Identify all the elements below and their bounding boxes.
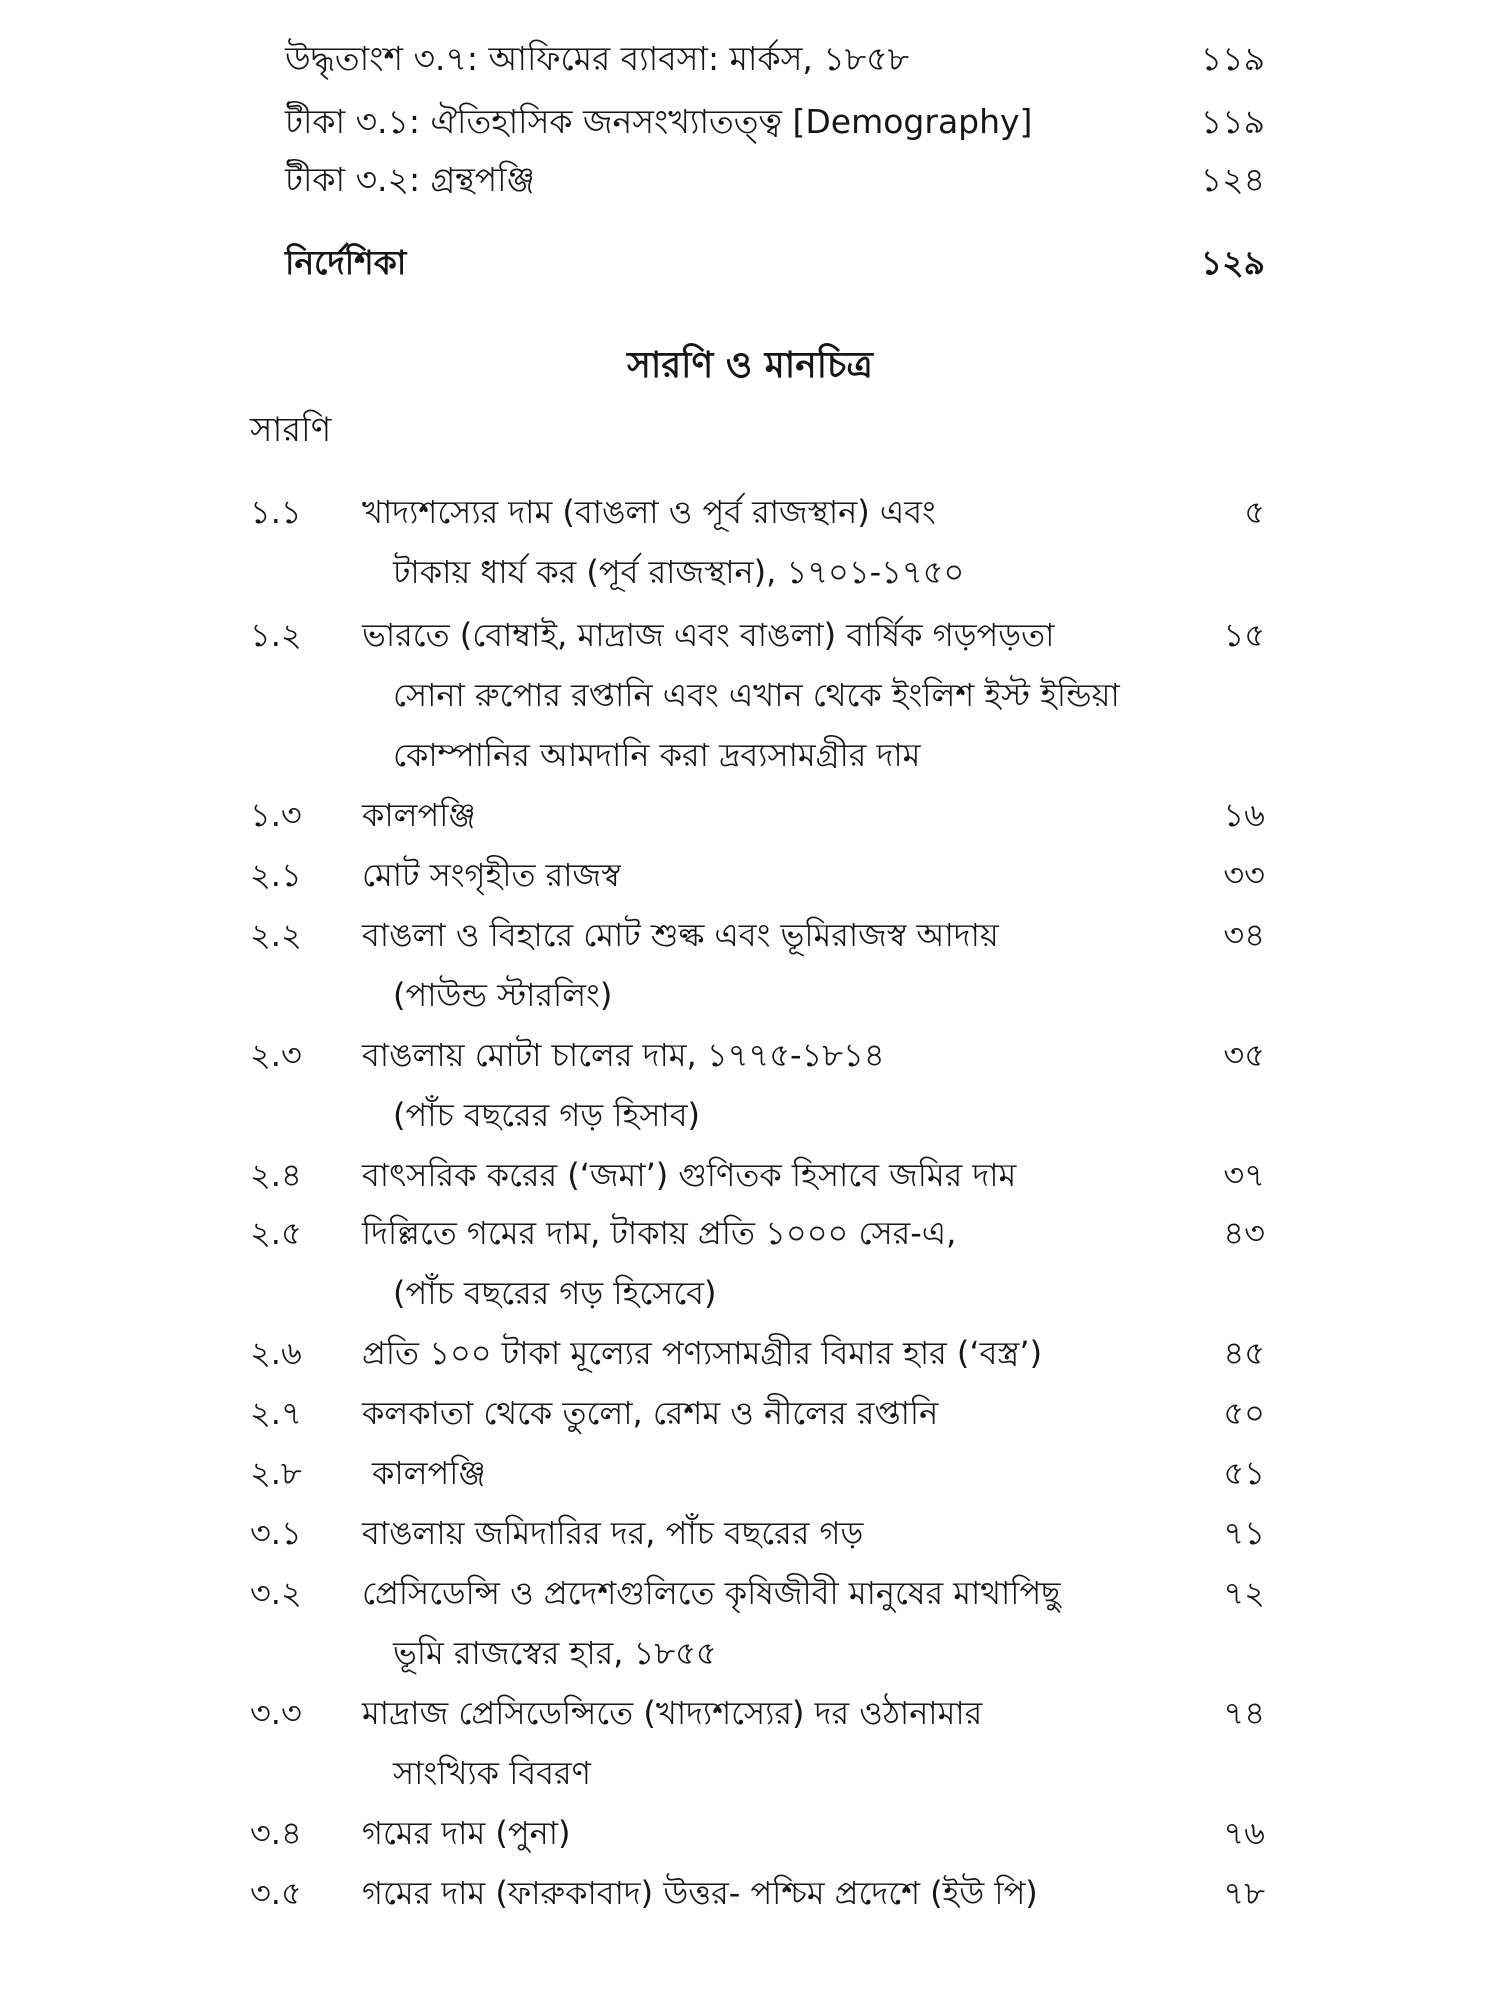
toc-page-number: ১১৯ xyxy=(1200,39,1265,78)
section-heading: সারণি ও মানচিত্র xyxy=(627,345,873,386)
table-number: ২.৬ xyxy=(250,1334,302,1372)
entry-page-number: ৭২ xyxy=(1223,1574,1265,1612)
toc-title: নির্দেশিকা xyxy=(285,243,407,282)
entry-page-number: ৩৭ xyxy=(1223,1156,1265,1194)
table-number: ১.২ xyxy=(250,616,302,654)
entry-line: সোনা রুপোর রপ্তানি এবং এখান থেকে ইংলিশ ইস্ট ইন্ডিয়া xyxy=(393,676,1120,714)
entry-page-number: ৩৫ xyxy=(1223,1036,1265,1074)
entry-line: কলকাতা থেকে তুলো, রেশম ও নীলের রপ্তানি xyxy=(362,1394,939,1432)
entry-line: মাদ্রাজ প্রেসিডেন্সিতে (খাদ্যশস্যের) দর ওঠানামার xyxy=(362,1694,983,1732)
entry-page-number: ১৬ xyxy=(1223,796,1265,834)
table-number: ২.৩ xyxy=(250,1036,302,1074)
entry-page-number: ৭৮ xyxy=(1223,1874,1265,1912)
entry-line: কোম্পানির আমদানি করা দ্রব্যসামগ্রীর দাম xyxy=(393,736,921,774)
entry-line: (পাঁচ বছরের গড় হিসাব) xyxy=(393,1096,701,1134)
table-number: ৩.১ xyxy=(250,1514,302,1552)
table-number: ৩.২ xyxy=(250,1574,302,1612)
entry-page-number: ৫০ xyxy=(1223,1394,1265,1432)
entry-line: গমের দাম (পুনা) xyxy=(362,1814,571,1852)
entry-page-number: ৩৩ xyxy=(1223,856,1265,894)
table-number: ২.৮ xyxy=(250,1454,302,1492)
table-number: ৩.৩ xyxy=(250,1694,302,1732)
entry-page-number: ৪৫ xyxy=(1223,1334,1265,1372)
entry-line: টাকায় ধার্য কর (পূর্ব রাজস্থান), ১৭০১-১৭৫০ xyxy=(393,553,965,591)
entry-page-number: ৭৪ xyxy=(1223,1694,1265,1732)
entry-page-number: ১৫ xyxy=(1223,616,1265,654)
entry-line: খাদ্যশস্যের দাম (বাঙলা ও পূর্ব রাজস্থান) এবং xyxy=(362,493,936,531)
entry-page-number: ৫১ xyxy=(1223,1454,1265,1492)
toc-row xyxy=(285,155,1265,205)
entry-page-number: ৭১ xyxy=(1223,1514,1265,1552)
sub-heading: সারণি xyxy=(250,410,332,450)
entry-line: সাংখ্যিক বিবরণ xyxy=(393,1754,591,1792)
toc-page-number: ১১৯ xyxy=(1200,102,1265,141)
table-number: ১.১ xyxy=(250,493,302,531)
entry-page-number: ৭৬ xyxy=(1223,1814,1265,1852)
entry-line: গমের দাম (ফারুকাবাদ) উত্তর- পশ্চিম প্রদেশে (ইউ পি) xyxy=(362,1874,1038,1912)
toc-page-number: ১২৯ xyxy=(1200,243,1265,282)
toc-title: উদ্ধৃতাংশ ৩.৭: আফিমের ব্যাবসা: মার্কস, ১৮৫৮ xyxy=(285,39,910,78)
entry-line: (পাঁচ বছরের গড় হিসেবে) xyxy=(393,1274,717,1312)
toc-title: টীকা ৩.১: ঐতিহাসিক জনসংখ্যাতত্ত্ব [Demography] xyxy=(285,102,1033,141)
toc-row-index xyxy=(285,238,1265,288)
entry-page-number: ৫ xyxy=(1244,493,1265,531)
entry-page-number: ৪৩ xyxy=(1223,1214,1265,1252)
table-number: ২.২ xyxy=(250,916,302,954)
table-number: ২.৫ xyxy=(250,1214,302,1252)
table-number: ৩.৫ xyxy=(250,1874,302,1912)
table-number: ২.৪ xyxy=(250,1156,302,1194)
entry-line: বাৎসরিক করের (‘জমা’) গুণিতক হিসাবে জমির দাম xyxy=(362,1156,1017,1194)
entry-line: দিল্লিতে গমের দাম, টাকায় প্রতি ১০০০ সের-এ, xyxy=(362,1214,957,1252)
toc-page-number: ১২৪ xyxy=(1200,160,1265,199)
entry-line: কালপঞ্জি xyxy=(362,796,476,834)
entry-line: প্রতি ১০০ টাকা মূল্যের পণ্যসামগ্রীর বিমার হার (‘বস্ত্র’) xyxy=(362,1334,1043,1372)
entry-line: বাঙলায় জমিদারির দর, পাঁচ বছরের গড় xyxy=(362,1514,864,1552)
entry-line: ভূমি রাজস্বের হার, ১৮৫৫ xyxy=(393,1634,717,1672)
entry-line: বাঙলায় মোটা চালের দাম, ১৭৭৫-১৮১৪ xyxy=(362,1036,885,1074)
entry-line: মোট সংগৃহীত রাজস্ব xyxy=(362,856,621,894)
entry-page-number: ৩৪ xyxy=(1223,916,1265,954)
toc-title: টীকা ৩.২: গ্রন্থপঞ্জি xyxy=(285,160,535,199)
toc-row xyxy=(285,34,1265,84)
entry-line: ভারতে (বোম্বাই, মাদ্রাজ এবং বাঙলা) বার্ষিক গড়পড়তা xyxy=(362,616,1055,654)
entry-line: বাঙলা ও বিহারে মোট শুল্ক এবং ভূমিরাজস্ব আদায় xyxy=(362,916,999,954)
toc-row xyxy=(285,97,1265,147)
entry-line: কালপঞ্জি xyxy=(372,1454,486,1492)
table-number: ১.৩ xyxy=(250,796,302,834)
table-number: ৩.৪ xyxy=(250,1814,302,1852)
table-number: ২.১ xyxy=(250,856,302,894)
entry-line: (পাউন্ড স্টারলিং) xyxy=(393,976,613,1014)
entry-line: প্রেসিডেন্সি ও প্রদেশগুলিতে কৃষিজীবী মানুষের মাথাপিছু xyxy=(362,1574,1061,1612)
table-number: ২.৭ xyxy=(250,1394,302,1432)
